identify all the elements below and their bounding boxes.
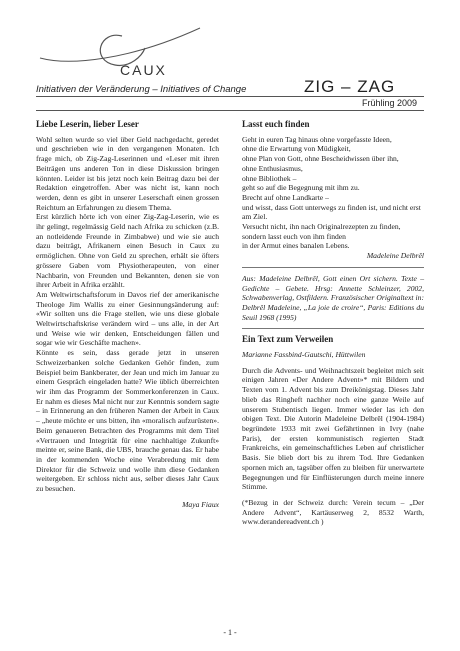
section-divider bbox=[242, 328, 424, 329]
section-divider bbox=[242, 267, 424, 268]
poem-line: Brecht auf ohne Landkarte – bbox=[242, 192, 329, 202]
poem-line: Versucht nicht, ihn nach Originalrezepten zu finden, bbox=[242, 222, 401, 232]
newsletter-title: ZIG – ZAG bbox=[304, 77, 396, 96]
poem-author: Madeleine Delbrêl bbox=[366, 251, 424, 261]
article-body: Durch die Advents- und Weihnachtszeit begleitet mich seit einigen Jahren «Der Andere Advent»* mit Bildern und Texten vom 1. Advent bis zum Dreikönigstag. Dieses Jahr blieb das Ringheft nachher noch eine ganze Weile auf unserem Stubentisch liegen. Immer wieder las ich den obigen Text. Die Autorin Madeleine Delbrêl (1904-1984) begründete 1933 mit zwei Gefährtinnen in Ivry (nahe Paris), der ersten kommunistisch regierten Stadt Frankreichs, ein gemeinschaftliches Leben auf christlicher Basis. Sie blieb dort bis zu ihrem Tod. Ihre Gedanken spornen mich an, tagsüber offen zu bleiben für unerwartete Begegnungen und für Einflüsterungen durch meine innere Stimme. bbox=[242, 365, 424, 492]
issue-date: Frühling 2009 bbox=[362, 98, 418, 108]
logo-text: CAUX bbox=[120, 62, 167, 78]
header-rule bbox=[36, 96, 424, 97]
article-title: Ein Text zum Verweilen bbox=[242, 334, 334, 345]
editorial-paragraph: Wohl selten wurde so viel über Geld nachgedacht, geredet und geschrieben wie in den vergangenen Monaten. Ich frage mich, ob Zig-Zag-Leserinnen und «Leser mit ihren Beiträgen uns anderen Ton in diese Diskussion bringen könnten. Leider ist bis jetzt noch kein Beitrag dazu bei der Redaktion eingetroffen. Aber was nicht ist, kann noch werden, denn es gibt in unserer Leserschaft einen grossen Reichtum an Erfahrungen zu diesem Thema. bbox=[36, 134, 219, 212]
poem-line: ohne Plan von Gott, ohne Bescheidwissen über ihn, bbox=[242, 154, 399, 164]
caux-logo-swoosh-icon bbox=[30, 10, 230, 70]
poem-line: ohne Bibliothek – bbox=[242, 173, 297, 183]
editorial-paragraph: Könnte es sein, dass gerade jetzt in unseren Schweizerbanken solche Gedanken Gehör finden, zum Beispiel beim Bankberater, der Jean und mich im Januar zu einem Gespräch eingeladen hatte? Wie üblich überreichten wir ihm das Programm der Sommerkonferenzen in Caux. Er nahm es dieses Mal nicht nur zur Kenntnis sondern sagte – in Erinnerung an den früheren Namen der Arbeit in Caux – „heute möchte er uns bitten, ihn «moralisch aufzurüsten». Beim genaueren Betrachten des Programms mit dem Titel «Vertrauen und Integrität für eine nachhaltige Zukunft» meinte er, seine Bank, die UBS, brauche genau das. Er habe in der kommenden Woche eine Verabredung mit dem Direktor für die Schweiz und wolle ihm diese Gedanken weitergeben. Er schloss nicht aus, selber dieses Jahr Caux zu besuchen. bbox=[36, 348, 219, 494]
header-rule-bottom bbox=[36, 110, 424, 111]
editorial-title: Liebe Leserin, lieber Leser bbox=[36, 119, 139, 129]
poem-line: Geht in euren Tag hinaus ohne vorgefasste Ideen, bbox=[242, 134, 392, 144]
right-column bbox=[242, 120, 424, 527]
editorial-signature: Maya Fiaux bbox=[182, 499, 219, 509]
page-number: - 1 - bbox=[223, 628, 237, 637]
left-column bbox=[36, 120, 219, 509]
editorial-paragraph: Erst kürzlich hörte ich von einer Zig-Zag-Leserin, wie es ihr gelingt, regelmässig Geld nach Afrika zu schicken (z.B. an notleidende Freunde in Zimbabwe) und wie sie auch dazu beiträgt, Afrikanern einen Besuch in Caux zu ermöglichen. Ohne von Geld zu sprechen, erhält sie öfters grössere Gaben vom Physiotherapeuten, von einer Nachbarin, von Freunden und Bekannten, denen sie von ihrer Arbeit in Afrika erzählt. bbox=[36, 212, 219, 290]
poem-title: Lasst euch finden bbox=[242, 119, 310, 129]
poem bbox=[242, 135, 424, 251]
poem-line: in der Armut eines banalen Lebens. bbox=[242, 241, 350, 251]
poem-line: geht so auf die Begegnung mit ihm zu. bbox=[242, 183, 360, 193]
poem-line: sondern lasst euch von ihm finden bbox=[242, 231, 346, 241]
poem-line: ohne die Erwartung von Müdigkeit, bbox=[242, 144, 351, 154]
subtitle: Initiativen der Veränderung – Initiatives of Change bbox=[36, 84, 247, 95]
article-author: Marianne Fassbind-Gautschi, Hüttwilen bbox=[242, 350, 366, 360]
footnote: (*Bezug in der Schweiz durch: Verein tecum – „Der Andere Advent“, Kartäuserweg 2, 8532 Warth, www.derandereadvent.ch ) bbox=[242, 497, 424, 527]
poem-source: Aus: Madeleine Delbrêl, Gott einen Ort sichern. Texte – Gedichte – Gebete. Hrsg: Annette Schleinzer, 2002, Schwabenverlag, Ostfildern. Französischer Originaltext in: Delbrêl Madeleine, „La joie de croire“, Paris: Editions du Seuil 1968 (1995) bbox=[242, 273, 424, 322]
editorial-paragraph: Am Weltwirtschaftsforum in Davos rief der amerikanische Theologe Jim Wallis zu einer Gesinnungsänderung auf: «Wir sollten uns die Frage stellen, wie uns diese globale Weltwirtschaftskrise verändern wird – uns alle, in der Art und Weise wie wir denken, Entscheidungen fällen und sogar wie wir Geschäfte machen». bbox=[36, 289, 219, 348]
poem-line: ohne Enthusiasmus, bbox=[242, 163, 303, 173]
poem-line: und wisst, dass Gott unterwegs zu finden ist, und nicht erst am Ziel. bbox=[242, 202, 421, 222]
